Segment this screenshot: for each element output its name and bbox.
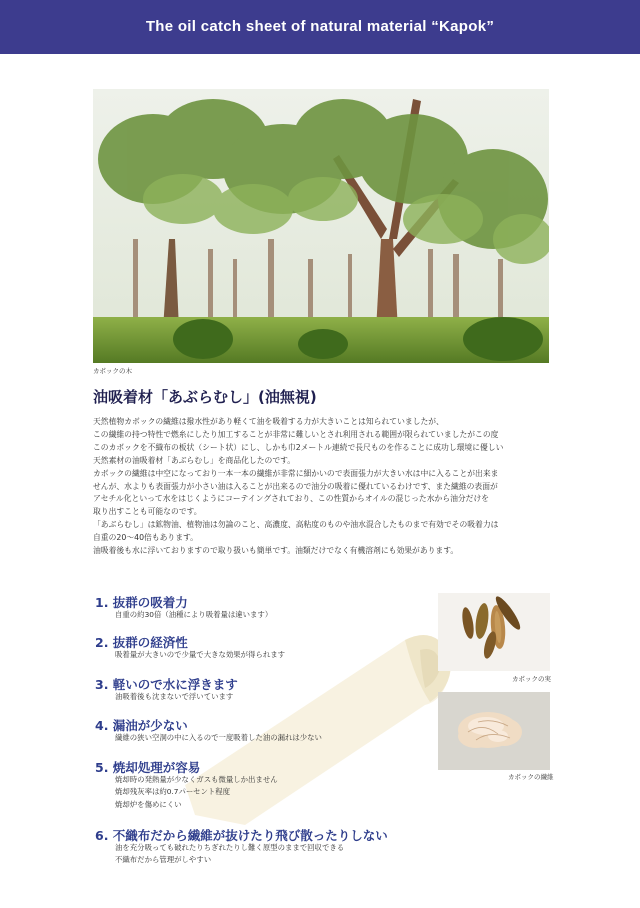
feature-title: 1. 抜群の吸着力 bbox=[95, 595, 188, 610]
paragraph-line: せんが、水よりも表面張力が小さい油は入ることが出来るので油分の吸着に優れているわけです、また繊維の表面が bbox=[93, 481, 498, 491]
paragraph-line: 天然植物カボックの繊維は撥水性があり軽くて油を吸着する力が大きいことは知られていましたが、 bbox=[93, 417, 444, 426]
feature-line: 不織布だから管理がしやすい bbox=[115, 855, 212, 865]
feature-description bbox=[115, 774, 278, 811]
feature-description bbox=[115, 649, 285, 661]
feature-line: 油吸着後も沈まないで浮いています bbox=[115, 692, 234, 701]
fruit-caption: カボックの実 bbox=[512, 675, 551, 683]
paragraph-line: この繊維の持つ特性で燃糸にしたり加工することが非常に難しいとされ利用される範囲が限られていましたがこの度 bbox=[93, 429, 499, 439]
feature-line: 焼却炉を傷めにくい bbox=[115, 799, 182, 809]
photo-caption: カボックの木 bbox=[93, 367, 132, 375]
feature-title: 3. 軽いので水に浮きます bbox=[95, 677, 238, 692]
kapok-fruit-photo bbox=[438, 593, 550, 671]
fiber-caption: カボックの繊維 bbox=[508, 773, 554, 781]
paragraph-line: 油吸着後も水に浮いておりますので取り扱いも簡単です。油類だけでなく有機溶剤にも効果があります。 bbox=[93, 546, 459, 556]
kapok-tree-photo bbox=[93, 89, 549, 363]
paragraph-line: このカボックを不織布の板状（シート状）にし、しかも巾2メートル連続で長尺ものを作ることに成功し環境に優しい bbox=[93, 442, 504, 452]
feature-title: 4. 漏油が少ない bbox=[95, 718, 188, 733]
feature-description bbox=[115, 842, 344, 867]
feature-line: 油を充分吸っても破れたりちぎれたりし難く原型のままで回収できる bbox=[115, 843, 345, 852]
paragraph-line: 取り出すことも可能なのです。 bbox=[93, 507, 202, 517]
banner-title: The oil catch sheet of natural material “Kapok” bbox=[145, 18, 495, 35]
paragraph-line: アセチル化といって水をはじくようにコーテイングされており、この性質からオイルの混じった水から油分だけを bbox=[93, 494, 490, 504]
feature-title: 6. 不織布だから繊維が抜けたり飛び散ったりしない bbox=[95, 828, 388, 843]
feature-description bbox=[115, 609, 272, 621]
paragraph-line: 天然素材の油吸着材「あぶらむし」を商品化したのです。 bbox=[93, 455, 296, 465]
feature-title: 2. 抜群の経済性 bbox=[95, 635, 188, 650]
title-banner bbox=[0, 0, 640, 54]
feature-line: 吸着量が大きいので少量で大きな効果が得られます bbox=[115, 650, 285, 659]
feature-line: 焼却時の発熱量が少なくガスも微量しか出ません bbox=[115, 775, 278, 784]
paragraph-line: 自重の20～40倍もあります。 bbox=[93, 533, 198, 543]
feature-line: 繊維の狭い空洞の中に入るので一度吸着した油の漏れは少ない bbox=[115, 733, 322, 742]
feature-description bbox=[115, 691, 233, 703]
paragraph-line: カボックの繊維は中空になっており一本一本の繊維が非常に細かいので表面張力が大きい水は中に入ることが出来ま bbox=[93, 468, 499, 478]
kapok-fiber-photo bbox=[438, 692, 550, 770]
feature-description bbox=[115, 732, 322, 744]
feature-title: 5. 焼却処理が容易 bbox=[95, 760, 201, 775]
feature-line: 自重の約30倍（油種により吸着量は違います） bbox=[115, 610, 273, 619]
paragraph-line: 「あぶらむし」は鉱物油、植物油は勿論のこと、高濃度、高粘度のものや油水混合したものまで有効でその吸着力は bbox=[93, 520, 499, 530]
section-heading: 油吸着材「あぶらむし」(油無視) bbox=[93, 388, 317, 406]
feature-line: 焼却残灰率は約0.7パーセント程度 bbox=[115, 787, 231, 797]
description-text bbox=[93, 416, 553, 558]
